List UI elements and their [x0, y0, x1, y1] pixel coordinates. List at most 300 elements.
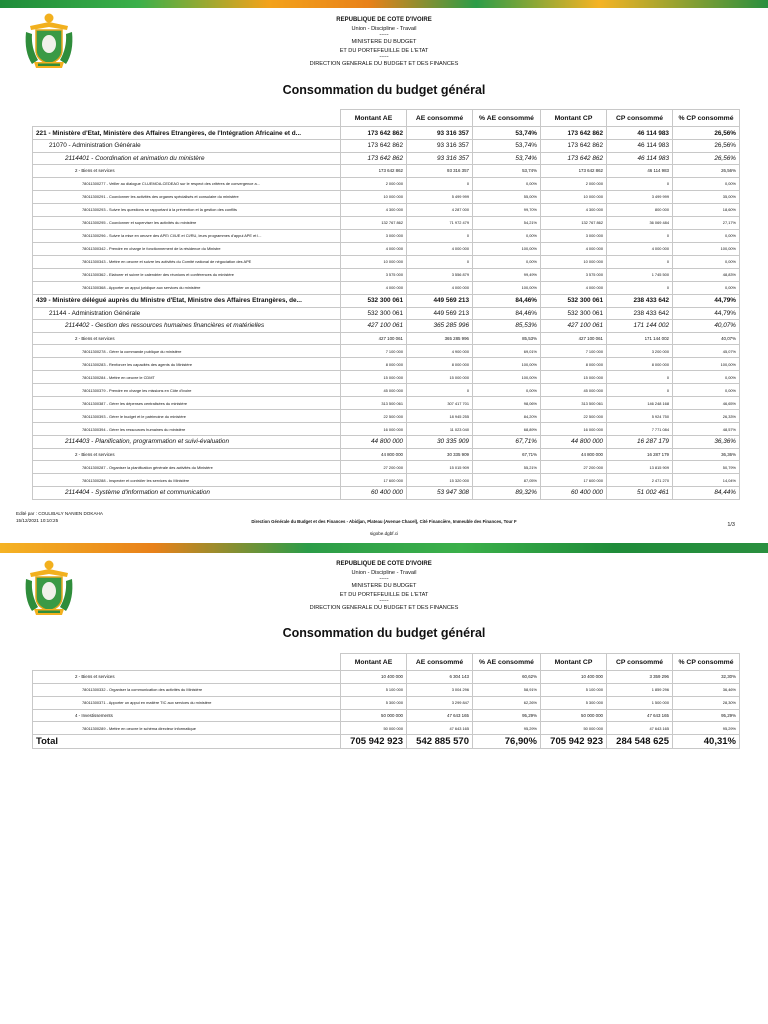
page-number: 1/3 — [727, 522, 735, 528]
cell-cp-consomme: 46 114 983 — [607, 152, 673, 165]
cell-montant-ae: 50 000 000 — [341, 722, 407, 735]
cell-montant-cp: 17 600 000 — [541, 474, 607, 487]
table-row — [33, 371, 740, 384]
cell-pct-ae: 99,49% — [473, 268, 541, 281]
cell-montant-ae: 44 800 000 — [341, 448, 407, 461]
decorative-stripe — [0, 543, 768, 553]
row-label: 2 - Biens et services — [33, 448, 341, 461]
footer-address: Direction Générale du Budget et des Finances - Abidjan, Plateau (Avenue Chacel), Cité Financière, Immeuble des Finances, Tour F — [251, 519, 517, 524]
table-row — [33, 384, 740, 397]
cell-pct-ae: 100,00% — [473, 371, 541, 384]
row-label: 78011300362 - Elaborer et suivre le calendrier des réunions et conférences du ministère — [33, 268, 341, 281]
cell-pct-ae: 76,90% — [473, 735, 541, 749]
table-row — [33, 307, 740, 320]
row-label: 78011300332 - Organiser la communication des activités du Ministère — [33, 683, 341, 696]
cell-pct-ae: 84,46% — [473, 307, 541, 320]
cell-cp-consomme: 0 — [607, 255, 673, 268]
cell-ae-consomme: 15 320 000 — [407, 474, 473, 487]
cell-pct-ae: 95,29% — [473, 722, 541, 735]
cell-montant-cp: 2 000 000 — [541, 177, 607, 190]
table-row — [33, 671, 740, 684]
cell-pct-ae: 54,21% — [473, 216, 541, 229]
cell-ae-consomme: 47 643 165 — [407, 709, 473, 722]
cell-pct-cp: 40,31% — [673, 735, 740, 749]
table-row — [33, 242, 740, 255]
cell-pct-cp: 26,56% — [673, 140, 740, 153]
row-label: 78011300283 - Renforcer les capacités des agents du Ministère — [33, 358, 341, 371]
column-header: AE consommé — [407, 654, 473, 671]
table-row — [33, 358, 740, 371]
cell-pct-ae: 98,06% — [473, 397, 541, 410]
total-label: Total — [33, 735, 341, 749]
row-label: 78011300379 - Prendre en charge les missions en Côte d'ivoire — [33, 384, 341, 397]
cell-montant-cp: 4 000 000 — [541, 242, 607, 255]
column-header: Montant AE — [341, 110, 407, 127]
cell-pct-ae: 100,00% — [473, 242, 541, 255]
edit-datetime: 15/12/2021 10:10:25 — [16, 517, 59, 523]
cell-pct-ae: 0,00% — [473, 177, 541, 190]
national-motto: Union - Discipline - Travail — [351, 25, 417, 32]
cell-pct-ae: 100,00% — [473, 358, 541, 371]
table-row — [33, 229, 740, 242]
row-label: 78011300342 - Prendre en charge le fonctionnement de la résidence du Ministre — [33, 242, 341, 255]
cell-montant-cp: 132 767 862 — [541, 216, 607, 229]
republic-name: REPUBLIQUE DE COTE D'IVOIRE — [336, 561, 432, 567]
cell-cp-consomme: 0 — [607, 384, 673, 397]
column-header: CP consommé — [607, 654, 673, 671]
cell-montant-cp: 50 000 000 — [541, 709, 607, 722]
cell-pct-cp: 27,17% — [673, 216, 740, 229]
cell-ae-consomme: 18 945 255 — [407, 410, 473, 423]
cell-montant-cp: 427 100 061 — [541, 320, 607, 333]
cell-pct-cp: 0,00% — [673, 371, 740, 384]
table-row — [33, 474, 740, 487]
cell-cp-consomme: 46 114 983 — [607, 165, 673, 178]
cell-pct-cp: 50,79% — [673, 461, 740, 474]
column-header: % AE consommé — [473, 110, 541, 127]
cell-montant-cp: 705 942 923 — [541, 735, 607, 749]
table-row — [33, 190, 740, 203]
header-separator: ----- — [379, 598, 389, 605]
cell-pct-ae: 53,74% — [473, 152, 541, 165]
institution-header — [0, 560, 768, 613]
cell-cp-consomme: 0 — [607, 229, 673, 242]
cell-montant-cp: 173 642 862 — [541, 152, 607, 165]
cell-cp-consomme: 3 200 000 — [607, 345, 673, 358]
row-label: 2114403 - Planification, programmation et suivi-évaluation — [33, 436, 341, 449]
table-row — [33, 410, 740, 423]
cell-ae-consomme: 0 — [407, 384, 473, 397]
cell-pct-ae: 87,05% — [473, 474, 541, 487]
cell-ae-consomme: 8 000 000 — [407, 358, 473, 371]
national-motto: Union - Discipline - Travail — [351, 569, 417, 576]
cell-ae-consomme: 93 316 357 — [407, 140, 473, 153]
cell-pct-ae: 89,32% — [473, 487, 541, 500]
cell-montant-cp: 5 100 000 — [541, 683, 607, 696]
cell-montant-ae: 3 575 000 — [341, 268, 407, 281]
cell-montant-cp: 27 200 000 — [541, 461, 607, 474]
cell-montant-cp: 427 100 061 — [541, 332, 607, 345]
cell-pct-ae: 99,70% — [473, 203, 541, 216]
republic-name: REPUBLIQUE DE COTE D'IVOIRE — [336, 17, 432, 23]
cell-ae-consomme: 30 335 909 — [407, 436, 473, 449]
cell-montant-ae: 60 400 000 — [341, 487, 407, 500]
cell-pct-cp: 36,46% — [673, 683, 740, 696]
table-row — [33, 696, 740, 709]
cell-pct-ae: 53,74% — [473, 140, 541, 153]
cell-montant-ae: 427 100 061 — [341, 332, 407, 345]
cell-pct-cp: 100,00% — [673, 242, 740, 255]
cell-pct-ae: 55,00% — [473, 190, 541, 203]
cell-cp-consomme: 4 000 000 — [607, 242, 673, 255]
row-label: 78011300368 - Apporter un appui juridique aux services du ministère — [33, 281, 341, 294]
table-row — [33, 165, 740, 178]
cell-pct-ae: 53,74% — [473, 165, 541, 178]
cell-cp-consomme: 13 815 909 — [607, 461, 673, 474]
cell-cp-consomme: 1 745 500 — [607, 268, 673, 281]
ministry-name-2: ET DU PORTEFEUILLE DE L'ETAT — [339, 47, 429, 54]
cell-ae-consomme: 449 569 213 — [407, 294, 473, 307]
row-label: 78011300277 - Veiller au dialogue CI-UEMOA-CEDEAO sur le respect des critères de convergence a... — [33, 177, 341, 190]
cell-ae-consomme: 0 — [407, 255, 473, 268]
cell-cp-consomme: 171 144 002 — [607, 320, 673, 333]
cell-montant-cp: 4 300 000 — [541, 203, 607, 216]
cell-ae-consomme: 4 900 000 — [407, 345, 473, 358]
column-header: Montant AE — [341, 654, 407, 671]
cell-ae-consomme: 6 304 143 — [407, 671, 473, 684]
cell-cp-consomme: 16 287 179 — [607, 448, 673, 461]
cell-ae-consomme: 30 335 909 — [407, 448, 473, 461]
cell-pct-cp: 0,00% — [673, 384, 740, 397]
report-page-2 — [0, 543, 768, 1024]
cell-montant-cp: 45 000 000 — [541, 384, 607, 397]
cell-pct-ae: 69,01% — [473, 345, 541, 358]
cell-cp-consomme: 0 — [607, 177, 673, 190]
decorative-stripe — [0, 0, 768, 8]
cell-montant-ae: 45 000 000 — [341, 384, 407, 397]
cell-montant-ae: 10 000 000 — [341, 190, 407, 203]
row-label: 2114401 - Coordination et animation du ministère — [33, 152, 341, 165]
cell-ae-consomme: 93 316 357 — [407, 152, 473, 165]
cell-montant-ae: 2 000 000 — [341, 177, 407, 190]
row-label: 78011300343 - Mettre en oeuvre et suivre les activités du Comité national de négociation des APE — [33, 255, 341, 268]
cell-pct-ae: 85,53% — [473, 320, 541, 333]
row-label: 78011300278 - Gérer la commande publique du ministère — [33, 345, 341, 358]
cell-ae-consomme: 93 316 357 — [407, 165, 473, 178]
row-label: 2 - Biens et services — [33, 671, 341, 684]
cell-pct-ae: 60,62% — [473, 671, 541, 684]
table-total — [33, 735, 740, 749]
row-label: 2114402 - Gestion des ressources humaines financières et matérielles — [33, 320, 341, 333]
cell-cp-consomme: 171 144 002 — [607, 332, 673, 345]
cell-ae-consomme: 365 285 996 — [407, 320, 473, 333]
cell-pct-cp: 40,07% — [673, 320, 740, 333]
table-row — [33, 436, 740, 449]
cell-pct-cp: 84,44% — [673, 487, 740, 500]
cell-cp-consomme: 46 114 983 — [607, 127, 673, 140]
table-row — [33, 461, 740, 474]
institution-header — [0, 16, 768, 69]
cell-montant-ae: 44 800 000 — [341, 436, 407, 449]
cell-ae-consomme: 307 417 701 — [407, 397, 473, 410]
cell-montant-ae: 5 100 000 — [341, 683, 407, 696]
cell-montant-cp: 7 100 000 — [541, 345, 607, 358]
cell-cp-consomme: 3 359 296 — [607, 671, 673, 684]
cell-montant-cp: 10 000 000 — [541, 190, 607, 203]
cell-pct-ae: 100,00% — [473, 281, 541, 294]
cell-pct-ae: 53,74% — [473, 127, 541, 140]
row-label: 2 - Biens et services — [33, 165, 341, 178]
cell-ae-consomme: 5 499 999 — [407, 190, 473, 203]
cell-cp-consomme: 146 248 168 — [607, 397, 673, 410]
cell-ae-consomme: 3 556 879 — [407, 268, 473, 281]
cell-cp-consomme: 2 471 270 — [607, 474, 673, 487]
cell-pct-ae: 84,46% — [473, 294, 541, 307]
row-label: 21070 - Administration Générale — [33, 140, 341, 153]
cell-pct-ae: 84,20% — [473, 410, 541, 423]
column-header: CP consommé — [607, 110, 673, 127]
row-label: 21144 - Administration Générale — [33, 307, 341, 320]
report-title: Consommation du budget général — [282, 626, 486, 640]
cell-montant-cp: 60 400 000 — [541, 487, 607, 500]
cell-ae-consomme: 11 023 040 — [407, 423, 473, 436]
cell-pct-cp: 40,07% — [673, 332, 740, 345]
cell-montant-ae: 427 100 061 — [341, 320, 407, 333]
cell-ae-consomme: 365 285 996 — [407, 332, 473, 345]
direction-name: DIRECTION GENERALE DU BUDGET ET DES FINANCES — [309, 605, 459, 612]
table-row — [33, 487, 740, 500]
direction-name: DIRECTION GENERALE DU BUDGET ET DES FINANCES — [309, 61, 459, 68]
cell-cp-consomme: 3 499 999 — [607, 190, 673, 203]
row-label: 4 - Investissements — [33, 709, 341, 722]
header-separator: ----- — [379, 576, 389, 583]
cell-montant-cp: 10 400 000 — [541, 671, 607, 684]
table-row — [33, 268, 740, 281]
cell-montant-cp: 532 300 061 — [541, 294, 607, 307]
cell-cp-consomme: 284 548 625 — [607, 735, 673, 749]
cell-pct-cp: 0,00% — [673, 281, 740, 294]
row-label: 78011300296 - Suivre la mise en oeuvre des APE\ CI/UE et CI/RU, leurs programmes d'appui APE et l... — [33, 229, 341, 242]
cell-pct-cp: 26,33% — [673, 410, 740, 423]
cell-pct-ae: 55,21% — [473, 461, 541, 474]
cell-ae-consomme: 449 569 213 — [407, 307, 473, 320]
cell-montant-ae: 705 942 923 — [341, 735, 407, 749]
cell-montant-ae: 173 642 862 — [341, 152, 407, 165]
cell-pct-cp: 44,79% — [673, 294, 740, 307]
cell-cp-consomme: 0 — [607, 281, 673, 294]
row-label: 78011300387 - Gérer les dépenses centralisées du ministère — [33, 397, 341, 410]
cell-pct-cp: 28,30% — [673, 696, 740, 709]
cell-montant-ae: 4 000 000 — [341, 242, 407, 255]
row-label: 78011300289 - Mettre en oeuvre le schéma directeur informatique — [33, 722, 341, 735]
cell-ae-consomme: 0 — [407, 177, 473, 190]
cell-montant-cp: 50 000 000 — [541, 722, 607, 735]
row-label: 78011300284 - Mettre en oeuvre le CDMT — [33, 371, 341, 384]
cell-montant-cp: 173 642 862 — [541, 165, 607, 178]
cell-cp-consomme: 238 433 642 — [607, 307, 673, 320]
cell-pct-ae: 58,91% — [473, 683, 541, 696]
cell-pct-cp: 36,36% — [673, 436, 740, 449]
header-blank — [33, 110, 341, 127]
cell-pct-cp: 0,00% — [673, 255, 740, 268]
cell-pct-ae: 85,53% — [473, 332, 541, 345]
row-label: 78011300393 - Gérer le budget et le patrimoine du ministère — [33, 410, 341, 423]
cell-pct-cp: 14,04% — [673, 474, 740, 487]
column-header: Montant CP — [541, 110, 607, 127]
report-title: Consommation du budget général — [282, 83, 486, 97]
cell-montant-ae: 4 000 000 — [341, 281, 407, 294]
cell-montant-ae: 3 000 000 — [341, 229, 407, 242]
table-row — [33, 345, 740, 358]
cell-montant-ae: 7 100 000 — [341, 345, 407, 358]
total-row — [33, 735, 740, 749]
cell-pct-ae: 0,00% — [473, 229, 541, 242]
row-label: 78011300371 - Apporter un appui en matière TIC aux services du ministère — [33, 696, 341, 709]
cell-cp-consomme: 1 859 296 — [607, 683, 673, 696]
header-separator: ----- — [379, 32, 389, 39]
cell-cp-consomme: 8 000 000 — [607, 358, 673, 371]
table-row — [33, 294, 740, 307]
cell-montant-cp: 8 000 000 — [541, 358, 607, 371]
cell-pct-cp: 48,57% — [673, 423, 740, 436]
ministry-name-2: ET DU PORTEFEUILLE DE L'ETAT — [339, 591, 429, 598]
cell-ae-consomme: 4 000 000 — [407, 281, 473, 294]
cell-cp-consomme: 800 000 — [607, 203, 673, 216]
cell-montant-cp: 22 500 000 — [541, 410, 607, 423]
cell-montant-ae: 50 000 000 — [341, 709, 407, 722]
table-row — [33, 177, 740, 190]
table-body — [33, 671, 740, 735]
table-header-row — [33, 654, 740, 671]
cell-montant-cp: 3 000 000 — [541, 229, 607, 242]
cell-ae-consomme: 71 972 479 — [407, 216, 473, 229]
cell-montant-cp: 44 800 000 — [541, 448, 607, 461]
cell-cp-consomme: 238 433 642 — [607, 294, 673, 307]
table-row — [33, 448, 740, 461]
column-header: % AE consommé — [473, 654, 541, 671]
header-blank — [33, 654, 341, 671]
cell-cp-consomme: 0 — [607, 371, 673, 384]
table-row — [33, 140, 740, 153]
cell-montant-cp: 15 000 000 — [541, 371, 607, 384]
column-header: Montant CP — [541, 654, 607, 671]
table-row — [33, 423, 740, 436]
row-label: 78011300291 - Coordonner les activités des organes spécialisés et consulaire du ministère — [33, 190, 341, 203]
cell-ae-consomme: 4 000 000 — [407, 242, 473, 255]
cell-ae-consomme: 3 299 847 — [407, 696, 473, 709]
cell-ae-consomme: 15 015 909 — [407, 461, 473, 474]
cell-montant-ae: 532 300 061 — [341, 307, 407, 320]
cell-montant-ae: 17 600 000 — [341, 474, 407, 487]
cell-ae-consomme: 4 287 000 — [407, 203, 473, 216]
row-label: 78011300293 - Suivre les questions se rapportant à la prévention et la gestion des conflits — [33, 203, 341, 216]
cell-ae-consomme: 15 000 000 — [407, 371, 473, 384]
cell-pct-cp: 36,36% — [673, 448, 740, 461]
cell-montant-ae: 22 500 000 — [341, 410, 407, 423]
ministry-name: MINISTERE DU BUDGET — [351, 39, 417, 46]
cell-montant-ae: 173 642 862 — [341, 140, 407, 153]
cell-montant-ae: 27 200 000 — [341, 461, 407, 474]
table-row — [33, 255, 740, 268]
cell-ae-consomme: 3 004 296 — [407, 683, 473, 696]
cell-pct-ae: 67,71% — [473, 448, 541, 461]
ministry-name: MINISTERE DU BUDGET — [351, 583, 417, 590]
cell-pct-cp: 0,00% — [673, 177, 740, 190]
cell-cp-consomme: 7 771 084 — [607, 423, 673, 436]
row-label: 78011300287 - Organiser la planification générale des activités du Ministère — [33, 461, 341, 474]
cell-pct-cp: 44,79% — [673, 307, 740, 320]
cell-pct-ae: 68,89% — [473, 423, 541, 436]
column-header: % CP consommé — [673, 654, 740, 671]
cell-montant-cp: 5 300 000 — [541, 696, 607, 709]
cell-cp-consomme: 5 924 750 — [607, 410, 673, 423]
row-label: 439 - Ministère délégué auprès du Ministre d'Etat, Ministre des Affaires Etrangères, de... — [33, 294, 341, 307]
cell-pct-ae: 95,29% — [473, 709, 541, 722]
cell-cp-consomme: 36 069 484 — [607, 216, 673, 229]
cell-montant-cp: 532 300 061 — [541, 307, 607, 320]
cell-montant-cp: 173 642 862 — [541, 140, 607, 153]
cell-cp-consomme: 46 114 983 — [607, 140, 673, 153]
cell-pct-cp: 48,83% — [673, 268, 740, 281]
cell-pct-cp: 32,30% — [673, 671, 740, 684]
column-header: AE consommé — [407, 110, 473, 127]
cell-pct-cp: 45,07% — [673, 345, 740, 358]
cell-montant-ae: 173 642 862 — [341, 127, 407, 140]
footer-website: sigobe.dgbf.ci — [369, 531, 399, 536]
cell-montant-cp: 3 575 000 — [541, 268, 607, 281]
cell-cp-consomme: 1 500 000 — [607, 696, 673, 709]
cell-montant-cp: 4 000 000 — [541, 281, 607, 294]
cell-montant-cp: 10 000 000 — [541, 255, 607, 268]
row-label: 78011300295 - Coordonner et superviser les activités du ministère — [33, 216, 341, 229]
cell-montant-ae: 15 000 000 — [341, 371, 407, 384]
row-label: 2114404 - Système d'information et communication — [33, 487, 341, 500]
cell-montant-cp: 44 800 000 — [541, 436, 607, 449]
cell-montant-ae: 173 642 862 — [341, 165, 407, 178]
cell-pct-cp: 18,60% — [673, 203, 740, 216]
cell-pct-cp: 35,00% — [673, 190, 740, 203]
column-header: % CP consommé — [673, 110, 740, 127]
table-row — [33, 281, 740, 294]
cell-ae-consomme: 53 947 308 — [407, 487, 473, 500]
table-row — [33, 203, 740, 216]
cell-pct-cp: 26,56% — [673, 152, 740, 165]
cell-ae-consomme: 47 643 165 — [407, 722, 473, 735]
cell-pct-cp: 100,00% — [673, 358, 740, 371]
row-label: 2 - Biens et services — [33, 332, 341, 345]
table-row — [33, 152, 740, 165]
cell-cp-consomme: 47 643 165 — [607, 709, 673, 722]
edited-by: Edité par : COULIBALY NANIEN DOKAHA — [16, 511, 103, 516]
cell-montant-ae: 8 000 000 — [341, 358, 407, 371]
cell-pct-ae: 62,26% — [473, 696, 541, 709]
cell-montant-ae: 4 300 000 — [341, 203, 407, 216]
cell-montant-ae: 10 000 000 — [341, 255, 407, 268]
cell-cp-consomme: 16 287 179 — [607, 436, 673, 449]
cell-ae-consomme: 0 — [407, 229, 473, 242]
cell-pct-cp: 0,00% — [673, 229, 740, 242]
table-row — [33, 332, 740, 345]
cell-cp-consomme: 47 643 165 — [607, 722, 673, 735]
cell-montant-ae: 5 300 000 — [341, 696, 407, 709]
row-label: 78011300394 - Gérer les ressources humaines du ministère — [33, 423, 341, 436]
table-row — [33, 216, 740, 229]
cell-cp-consomme: 51 002 461 — [607, 487, 673, 500]
table-row — [33, 683, 740, 696]
cell-montant-cp: 16 000 000 — [541, 423, 607, 436]
cell-pct-ae: 0,00% — [473, 384, 541, 397]
budget-table — [32, 109, 740, 500]
